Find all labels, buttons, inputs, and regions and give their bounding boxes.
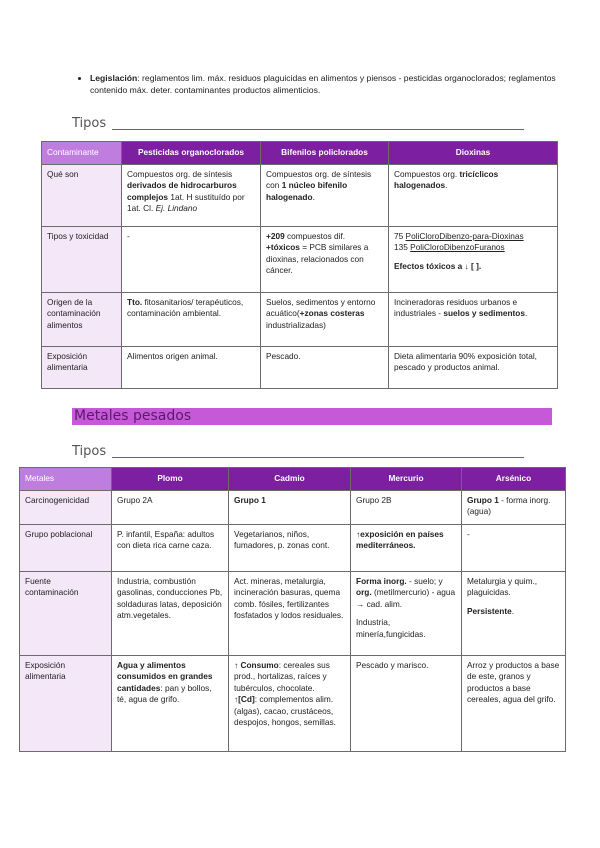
- legislation-item: [90, 72, 560, 96]
- cell-text: industrializadas): [266, 319, 326, 330]
- cell: [122, 293, 261, 347]
- header-arsenico: Arsénico: [462, 468, 566, 491]
- cell-bold: Efectos tóxicos a ↓ [ ].: [394, 260, 482, 271]
- table-metals: [19, 467, 566, 752]
- cell-bold: suelos y sedimentos: [443, 308, 525, 319]
- cell: Alimentos origen animal.: [122, 347, 261, 389]
- table-contaminants: [41, 141, 558, 389]
- cell-text: fitosanitarios/ terapéuticos, contaminación ambiental.: [127, 297, 244, 319]
- cell-bold: Forma inorg.: [356, 576, 407, 586]
- table-header-row: [42, 142, 558, 165]
- cell-text: Incineradoras residuos urbanos e industriales -: [394, 297, 518, 319]
- title-underline-1: [112, 129, 524, 130]
- table-row: [42, 227, 558, 293]
- row-label-origen: Origen de la contaminación alimentos: [42, 293, 122, 347]
- cell-bold: derivados de hidrocarburos complejos: [127, 180, 237, 202]
- table-row: [20, 656, 566, 752]
- section-heading-metales: [72, 408, 552, 425]
- row-label-fuente: Fuente contaminación: [20, 572, 112, 656]
- cell: [389, 293, 558, 347]
- heading-text: Metales pesados: [74, 408, 192, 424]
- legislation-text: : reglamentos lim. máx. residuos plaguicidas en alimentos y piensos - pesticidas organoclorados; reglamentos contenido máx. deter. contaminantes productos alimenticios.: [90, 73, 556, 95]
- cell-text: Industria, minería,fungicidas.: [356, 617, 426, 639]
- cell: Grupo 2B: [351, 491, 462, 525]
- table-header-row: [20, 468, 566, 491]
- cell: Arroz y productos a base de este, granos y productos a base cereales, agua del grifo.: [462, 656, 566, 752]
- cell-bold: Grupo 1: [467, 495, 499, 505]
- cell: -: [122, 227, 261, 293]
- header-cadmio: Cadmio: [229, 468, 351, 491]
- cell-bold: ↑[Cd]: [234, 694, 255, 705]
- cell-text: - suelo; y: [406, 576, 443, 586]
- row-label-carcino: Carcinogenicidad: [20, 491, 112, 525]
- table-row: [20, 491, 566, 525]
- section-title-tipos-2: Tipos: [72, 444, 107, 459]
- cell-text: .: [524, 308, 528, 319]
- cell-underline: PoliCloroDibenzo-para-Dioxinas: [405, 231, 524, 241]
- header-bifenilos: Bifenilos policlorados: [261, 142, 389, 165]
- cell-bold: +zonas costeras: [299, 308, 365, 319]
- cell-text: Compuestos org. de síntesis con: [266, 169, 372, 191]
- cell-bold: Grupo 1: [234, 495, 266, 505]
- cell: [462, 572, 566, 656]
- cell-bold: tricíclicos halogenados: [394, 169, 499, 191]
- cell: P. infantil, España: adultos con dieta rica carne caza.: [112, 525, 229, 572]
- table-row: [42, 165, 558, 227]
- cell: [389, 227, 558, 293]
- cell: [122, 165, 261, 227]
- table-row: [20, 525, 566, 572]
- cell: [112, 656, 229, 752]
- cell-text: : complementos alim. (algas), cacao, crustáceos, despojos, hongos, semillas.: [234, 694, 336, 728]
- cell: [229, 656, 351, 752]
- cell-bold: +209: [266, 231, 285, 241]
- header-plomo: Plomo: [112, 468, 229, 491]
- cell-bold: 1 núcleo bifenilo halogenado: [266, 180, 348, 202]
- table-row: [42, 347, 558, 389]
- cell-text: .: [445, 180, 448, 191]
- section-title-tipos-1: Tipos: [72, 116, 107, 131]
- cell-text: (metilmercurio) - agua → cad. alim.: [356, 587, 456, 609]
- cell: [389, 165, 558, 227]
- header-dioxinas: Dioxinas: [389, 142, 558, 165]
- cell-text: : cereales sus prod., hortalizas, raíces y tubérculos, chocolate.: [234, 660, 330, 693]
- cell-text: .: [312, 191, 315, 202]
- cell-text: Suelos, sedimentos y entorno acuático(: [266, 297, 376, 319]
- cell-bold: ↑ Consumo: [234, 660, 279, 670]
- cell-text: Compuestos org.: [394, 169, 460, 179]
- row-label-grupo: Grupo poblacional: [20, 525, 112, 572]
- cell-italic: Ej. Lindano: [155, 203, 198, 214]
- cell: [229, 491, 351, 525]
- table-row: [20, 572, 566, 656]
- cell: -: [462, 525, 566, 572]
- row-label-exposicion: Exposición alimentaria: [42, 347, 122, 389]
- cell-text: = PCB similares a dioxinas, relacionados con cáncer.: [266, 242, 369, 276]
- cell: Act. mineras, metalurgia, incineración basuras, quema comb. fósiles, fertilizantes fosfatados y lodos residuales.: [229, 572, 351, 656]
- cell: [261, 227, 389, 293]
- cell-bold: ↑exposición en países mediterráneos.: [356, 529, 444, 551]
- cell: [351, 525, 462, 572]
- header-contaminante: Contaminante: [42, 142, 122, 165]
- cell-bold: org.: [356, 587, 372, 598]
- table-row: [42, 293, 558, 347]
- cell-text: 1at. H sustituído por 1at. Cl.: [127, 191, 245, 214]
- header-metales: Metales: [20, 468, 112, 491]
- cell-text: Metalurgia y quim., plaguicidas.: [467, 576, 538, 598]
- cell: [261, 165, 389, 227]
- cell: Vegetarianos, niños, fumadores, p. zonas cont.: [229, 525, 351, 572]
- cell: Grupo 2A: [112, 491, 229, 525]
- cell-text: .: [511, 605, 515, 616]
- cell-bold: Agua y alimentos consumidos en grandes cantidades: [117, 660, 213, 693]
- row-label-que-son: Qué son: [42, 165, 122, 227]
- cell: Pescado.: [261, 347, 389, 389]
- cell-underline: PoliCloroDibenzoFuranos: [410, 242, 505, 253]
- cell-text: Compuestos org. de síntesis: [127, 169, 233, 179]
- cell-text: 75: [394, 231, 406, 241]
- row-label-tipos: Tipos y toxicidad: [42, 227, 122, 293]
- cell-text: : pan y bollos, té, agua de grifo.: [117, 682, 212, 705]
- cell: Pescado y marisco.: [351, 656, 462, 752]
- cell-bold: Tto.: [127, 297, 143, 307]
- header-mercurio: Mercurio: [351, 468, 462, 491]
- cell-text: compuestos dif.: [284, 231, 346, 241]
- cell: [462, 491, 566, 525]
- cell: Industria, combustión gasolinas, conducciones Pb, soldaduras latas, deposición atm.vegetales.: [112, 572, 229, 656]
- legislation-label: Legislación: [90, 73, 138, 83]
- cell-text: 135: [394, 242, 411, 253]
- row-label-exposicion-metales: Exposición alimentaria: [20, 656, 112, 752]
- cell-text: - forma inorg. (agua): [467, 495, 551, 517]
- cell: [261, 293, 389, 347]
- cell: [351, 572, 462, 656]
- legislation-list: [72, 72, 560, 96]
- header-pesticidas: Pesticidas organoclorados: [122, 142, 261, 165]
- title-underline-2: [112, 457, 524, 458]
- cell-bold: Persistente: [467, 605, 512, 616]
- cell: Dieta alimentaria 90% exposición total, pescado y productos animal.: [389, 347, 558, 389]
- cell-bold: +tóxicos: [266, 242, 300, 253]
